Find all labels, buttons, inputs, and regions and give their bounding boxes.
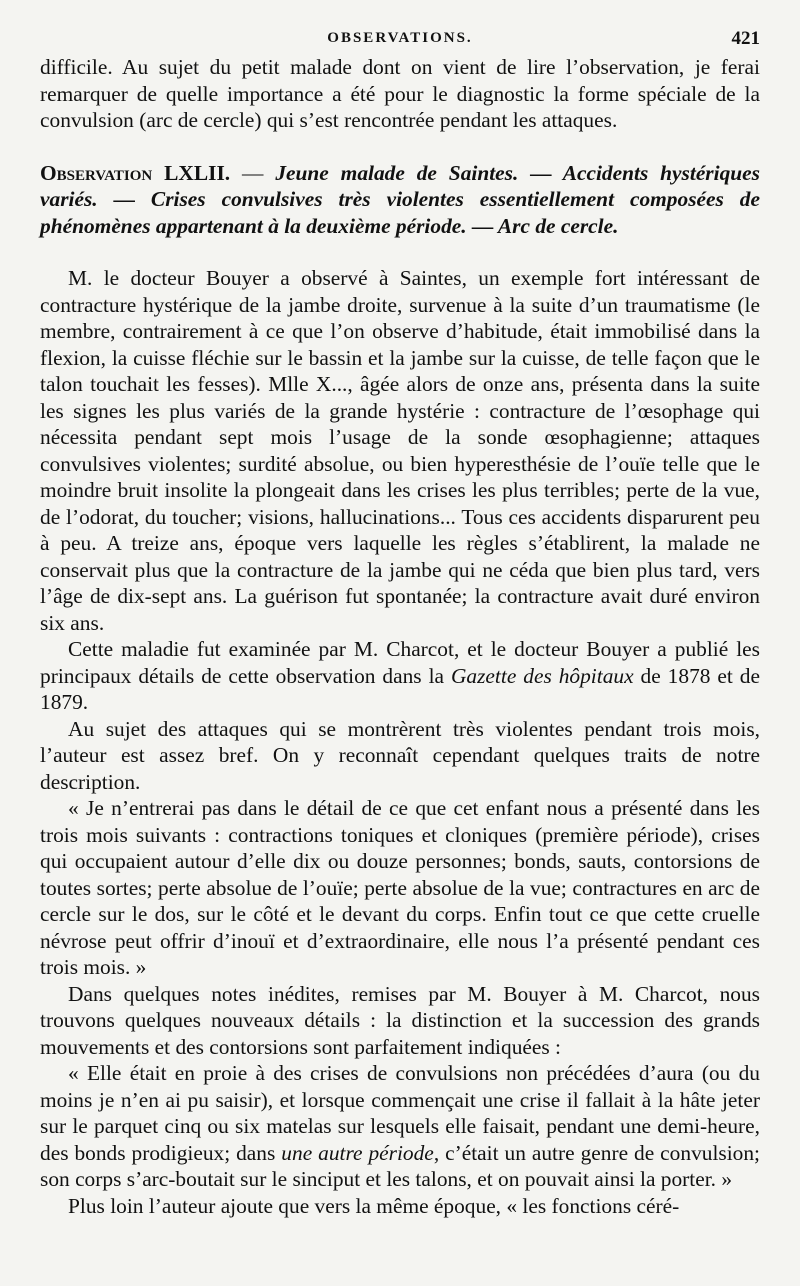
- paragraph-publication-text-b: de 1878 et de 1879.: [40, 663, 760, 714]
- observation-heading: [40, 160, 760, 240]
- quote-bouyer-1: « Je n’entrerai pas dans le détail de ce que cet enfant nous a présenté dans les trois mois suivants : contractions toniques et cloniques (première période), crises qui occupaient autour d’elle dix ou douze personnes; bonds, sauts, contorsions de toutes sortes; perte absolue de l’ouïe; perte absolue de la vue; contractures en arc de cercle sur le dos, sur le côté et le devant du corps. Enfin tout ce que cette cruelle névrose peut offrir d’inouï et d’extraordinaire, elle nous l’a présenté pendant ces trois mois. »: [40, 796, 760, 979]
- paragraph-continuation: difficile. Au sujet du petit malade dont on vient de lire l’observation, je ferai remarquer de quelle importance a été pour le diagnostic la forme spéciale de la convulsion (arc de cercle) qui s’est rencontrée pendant les attaques.: [40, 55, 760, 132]
- quote-text-b: , c’était un autre genre de convulsion; son corps s’arc-boutait sur le sinciput et les talons, et on pouvait ainsi la porter. »: [40, 1140, 761, 1191]
- running-head: [40, 24, 760, 54]
- quote-text-a: « Elle était en proie à des crises de convulsions non précédées d’aura (ou du moins je n’en ai pu saisir), et lorsque commençait une crise il fallait à la hâte jeter sur le parquet cinq ou six matelas sur lesquels elle faisait, pendant une demi-heure, des bonds prodigieux; dans: [40, 1061, 760, 1165]
- paragraph-notes: Dans quelques notes inédites, remises par M. Bouyer à M. Charcot, nous trouvons quelques nouveaux détails : la distinction et la succession des grands mouvements et des contorsions sont parfaitement indiquées :: [40, 981, 760, 1059]
- paragraph-publication: [40, 636, 760, 716]
- quote-emphasis: une autre période: [281, 1140, 434, 1165]
- observation-title: Jeune malade de Saintes. — Accidents hystériques variés. — Crises convulsives très violentes essentiellement composées de phénomènes appartenant à la deuxième période. — Arc de cercle.: [40, 160, 760, 238]
- observation-label: Observation: [40, 160, 153, 185]
- page-number: 421: [731, 28, 760, 49]
- paragraph-attacks: Au sujet des attaques qui se montrèrent très violentes pendant trois mois, l’auteur est assez bref. On y reconnaît cependant quelques traits de notre description.: [40, 716, 760, 794]
- observation-dash: —: [230, 160, 276, 185]
- running-title: OBSERVATIONS.: [327, 30, 473, 46]
- page: [40, 24, 760, 1219]
- paragraph-publication-text-a: Cette maladie fut examinée par M. Charcot, et le docteur Bouyer a publié les principaux détails de cette observation dans la: [40, 637, 760, 688]
- paragraph-case: M. le docteur Bouyer a observé à Saintes, un exemple fort intéressant de contracture hystérique de la jambe droite, survenue à la suite d’un traumatisme (le membre, contrairement à ce que l’on observe d’habitude, était immobilisé dans la flexion, la cuisse fléchie sur le bassin et la jambe sur la cuisse, de telle façon que le talon touchait les fesses). Mlle X..., âgée alors de onze ans, présenta dans la suite les signes les plus variés de la grande hystérie : contracture de l’œsophage qui nécessita pendant sept mois l’usage de la sonde œsophagienne; attaques convulsives violentes; surdité absolue, ou bien hyperesthésie de l’ouïe telle que le moindre bruit insolite la plongeait dans les crises les plus terribles; perte de la vue, de l’odorat, du toucher; visions, hallucinations... Tous ces accidents disparurent peu à peu. A treize ans, époque vers laquelle les règles s’établirent, la malade ne conservait plus que la contracture de la jambe qui ne céda que bien plus tard, vers l’âge de dix-sept ans. La guérison fut spontanée; la contracture avait duré environ six ans.: [40, 266, 760, 635]
- quote-bouyer-2: [40, 1060, 760, 1193]
- journal-title: Gazette des hôpitaux: [450, 663, 634, 688]
- observation-number: LXLII.: [164, 160, 231, 185]
- paragraph-final: Plus loin l’auteur ajoute que vers la même époque, « les fonctions céré-: [68, 1193, 680, 1218]
